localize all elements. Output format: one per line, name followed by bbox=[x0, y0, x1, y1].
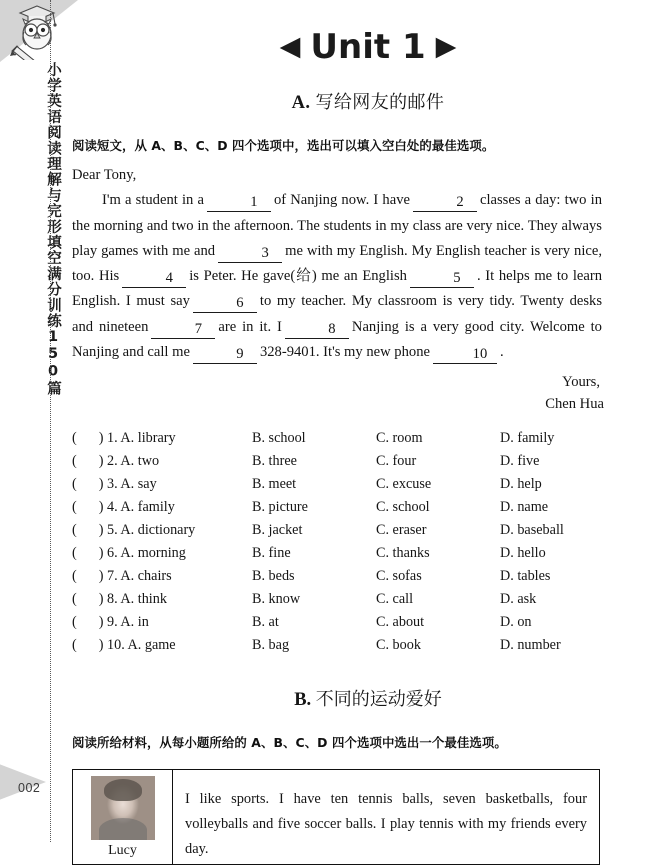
section-a-directions: 阅读短文，从 A、B、C、D 四个选项中，选出可以填入空白处的最佳选项。 bbox=[72, 138, 495, 153]
blank-1[interactable]: 1 bbox=[207, 194, 271, 212]
blank-4[interactable]: 4 bbox=[122, 270, 186, 288]
passage-text-2: of Nanjing now. I have bbox=[273, 192, 410, 209]
owl-graduate-icon bbox=[8, 2, 66, 60]
option-c-cell[interactable]: C. excuse bbox=[376, 476, 432, 493]
right-triangle-icon: ▶ bbox=[435, 31, 457, 62]
bracket-close: ) bbox=[98, 545, 104, 562]
option-c-cell[interactable]: C. school bbox=[376, 499, 430, 516]
option-d-cell[interactable]: D. on bbox=[500, 614, 532, 631]
section-a-title-cn: 写给网友的邮件 bbox=[315, 92, 445, 113]
bracket-open: ( bbox=[72, 499, 77, 516]
option-a-text: A. library bbox=[120, 430, 176, 447]
bracket-open: ( bbox=[72, 522, 77, 539]
option-d-cell[interactable]: D. number bbox=[500, 637, 561, 654]
blank-7[interactable]: 7 bbox=[151, 321, 215, 339]
option-d-cell[interactable]: D. tables bbox=[500, 568, 551, 585]
option-a-text: A. in bbox=[120, 614, 149, 631]
option-a-text: A. think bbox=[120, 591, 167, 608]
blank-8[interactable]: 8 bbox=[285, 321, 349, 339]
option-c-cell[interactable]: C. book bbox=[376, 637, 421, 654]
answer-bracket[interactable] bbox=[72, 522, 103, 538]
option-b-cell[interactable]: B. bag bbox=[252, 637, 290, 654]
answer-bracket[interactable] bbox=[72, 637, 103, 653]
option-a-cell[interactable] bbox=[72, 588, 252, 611]
question-row bbox=[72, 542, 606, 565]
cloze-passage bbox=[72, 163, 602, 365]
option-c-cell[interactable]: C. sofas bbox=[376, 568, 422, 585]
bracket-open: ( bbox=[72, 614, 77, 631]
option-a-text: A. two bbox=[120, 453, 160, 470]
question-row bbox=[72, 519, 606, 542]
blank-3[interactable]: 3 bbox=[218, 245, 282, 263]
bracket-close: ) bbox=[98, 614, 104, 631]
passage-text-7: to my teacher. My classroom is very tidy. Twenty desks and nineteen bbox=[72, 293, 602, 335]
question-row bbox=[72, 634, 606, 657]
blank-9[interactable]: 9 bbox=[193, 346, 257, 364]
option-c-cell[interactable]: C. call bbox=[376, 591, 414, 608]
option-a-text: A. say bbox=[120, 476, 157, 493]
question-options-list bbox=[72, 427, 606, 657]
passage-text-5: is Peter. He gave(给) me an English bbox=[189, 268, 407, 285]
page-number: 002 bbox=[18, 781, 41, 795]
option-a-cell[interactable] bbox=[72, 473, 252, 496]
question-row bbox=[72, 473, 606, 496]
option-a-cell[interactable] bbox=[72, 634, 252, 657]
option-a-text: A. dictionary bbox=[120, 522, 196, 539]
question-row bbox=[72, 565, 606, 588]
passage-salutation: Dear Tony, bbox=[72, 167, 137, 183]
section-b-directions: 阅读所给材料，从每小题所给的 A、B、C、D 四个选项中选出一个最佳选项。 bbox=[72, 735, 507, 751]
section-a-title bbox=[68, 88, 668, 114]
person-description-cell: I like sports. I have ten tennis balls, seven basketballs, four volleyballs and five soccer balls. I play tennis with my friends every day. bbox=[185, 791, 587, 858]
section-b-title bbox=[68, 685, 668, 711]
option-b-cell[interactable]: B. picture bbox=[252, 499, 308, 516]
option-a-cell[interactable] bbox=[72, 565, 252, 588]
person-photo-cell bbox=[73, 770, 173, 864]
page-content bbox=[68, 0, 668, 859]
passage-text-4: me with my English. My English teacher is very nice, too. His bbox=[72, 242, 602, 285]
option-a-cell[interactable] bbox=[72, 542, 252, 565]
bracket-open: ( bbox=[72, 453, 77, 470]
option-b-cell[interactable]: B. jacket bbox=[252, 522, 303, 539]
blank-6[interactable]: 6 bbox=[193, 295, 257, 313]
option-d-cell[interactable]: D. hello bbox=[500, 545, 546, 562]
option-b-cell[interactable]: B. know bbox=[252, 591, 301, 608]
answer-bracket[interactable] bbox=[72, 591, 103, 607]
question-number: 4. bbox=[107, 499, 118, 516]
bracket-close: ) bbox=[98, 453, 104, 470]
passage-text-3: classes a day: two in the morning and two in the afternoon. The students in my class are very nice. They always play games with me and bbox=[72, 192, 602, 259]
answer-bracket[interactable] bbox=[72, 430, 103, 446]
option-a-cell[interactable] bbox=[72, 611, 252, 634]
answer-bracket[interactable] bbox=[72, 476, 103, 492]
left-triangle-icon: ◀ bbox=[279, 31, 301, 62]
unit-header bbox=[68, 27, 668, 67]
question-number: 1. bbox=[107, 430, 118, 447]
option-a-text: A. game bbox=[127, 637, 176, 654]
option-b-cell[interactable]: B. beds bbox=[252, 568, 295, 585]
option-c-cell[interactable]: C. thanks bbox=[376, 545, 430, 562]
bracket-open: ( bbox=[72, 476, 77, 493]
bracket-close: ) bbox=[98, 430, 104, 447]
left-margin-rail bbox=[0, 0, 68, 842]
answer-bracket[interactable] bbox=[72, 545, 103, 561]
answer-bracket[interactable] bbox=[72, 453, 103, 469]
option-d-cell[interactable]: D. help bbox=[500, 476, 542, 493]
answer-bracket[interactable] bbox=[72, 568, 103, 584]
answer-bracket[interactable] bbox=[72, 499, 103, 515]
option-d-cell[interactable]: D. baseball bbox=[500, 522, 564, 539]
question-number: 2. bbox=[107, 453, 118, 470]
bracket-open: ( bbox=[72, 430, 77, 447]
option-c-cell[interactable]: C. room bbox=[376, 430, 423, 447]
bracket-open: ( bbox=[72, 568, 77, 585]
option-b-cell[interactable]: B. three bbox=[252, 453, 297, 470]
option-b-cell[interactable]: B. at bbox=[252, 614, 279, 631]
option-a-cell[interactable] bbox=[72, 496, 252, 519]
portrait-photo bbox=[91, 776, 155, 840]
letter-signature: Chen Hua bbox=[545, 396, 604, 413]
option-a-text: A. morning bbox=[120, 545, 186, 562]
blank-10[interactable]: 10 bbox=[433, 346, 497, 364]
question-row bbox=[72, 496, 606, 519]
question-number: 10. bbox=[107, 637, 125, 654]
option-a-text: A. family bbox=[120, 499, 175, 516]
option-a-cell[interactable] bbox=[72, 427, 252, 450]
answer-bracket[interactable] bbox=[72, 614, 103, 630]
option-c-cell[interactable]: C. about bbox=[376, 614, 425, 631]
book-series-title: 小学英语阅读理解与完形填空满分训练150篇 bbox=[45, 62, 61, 397]
question-number: 6. bbox=[107, 545, 118, 562]
margin-dotted-rule bbox=[50, 0, 51, 842]
passage-text-6: . It helps me to learn English. I must say bbox=[72, 268, 603, 310]
bracket-close: ) bbox=[98, 522, 104, 539]
bracket-open: ( bbox=[72, 545, 77, 562]
passage-body bbox=[72, 188, 602, 365]
option-b-cell[interactable]: B. school bbox=[252, 430, 306, 447]
letter-closing: Yours, bbox=[562, 374, 600, 391]
person-name: Lucy bbox=[108, 843, 137, 859]
option-d-cell[interactable]: D. ask bbox=[500, 591, 537, 608]
option-d-cell[interactable]: D. family bbox=[500, 430, 555, 447]
option-d-cell[interactable]: D. name bbox=[500, 499, 549, 516]
passage-text-10: 328-9401. It's my new phone bbox=[259, 344, 430, 361]
passage-text-8: are in it. I bbox=[218, 318, 282, 335]
question-number: 7. bbox=[107, 568, 118, 585]
bracket-open: ( bbox=[72, 637, 77, 654]
option-c-cell[interactable]: C. four bbox=[376, 453, 417, 470]
question-row bbox=[72, 427, 606, 450]
section-b-title-cn: 不同的运动爱好 bbox=[315, 689, 442, 711]
question-number: 9. bbox=[107, 614, 118, 631]
question-row bbox=[72, 450, 606, 473]
passage-text-9: Nanjing is a very good city. Welcome to Nanjing and call me bbox=[72, 318, 602, 361]
passage-text-11: . bbox=[499, 344, 504, 361]
bracket-close: ) bbox=[98, 568, 104, 585]
option-b-cell[interactable]: B. meet bbox=[252, 476, 297, 493]
option-d-cell[interactable]: D. five bbox=[500, 453, 540, 470]
section-b-label: B. bbox=[294, 690, 312, 711]
bracket-close: ) bbox=[98, 499, 104, 516]
question-number: 8. bbox=[107, 591, 118, 608]
option-a-cell[interactable] bbox=[72, 519, 252, 542]
option-b-cell[interactable]: B. fine bbox=[252, 545, 291, 562]
passage-text-1: I'm a student in a bbox=[102, 192, 204, 209]
option-c-cell[interactable]: C. eraser bbox=[376, 522, 427, 539]
question-row bbox=[72, 588, 606, 611]
option-a-text: A. chairs bbox=[120, 568, 172, 585]
letter-signoff bbox=[72, 371, 606, 415]
question-number: 5. bbox=[107, 522, 118, 539]
bracket-close: ) bbox=[98, 476, 104, 493]
question-row bbox=[72, 611, 606, 634]
option-a-cell[interactable] bbox=[72, 450, 252, 473]
question-number: 3. bbox=[107, 476, 118, 493]
blank-5[interactable]: 5 bbox=[410, 270, 474, 288]
reading-material-table bbox=[72, 769, 600, 865]
section-a-label: A. bbox=[291, 93, 311, 113]
unit-title: Unit 1 bbox=[310, 27, 426, 67]
bracket-close: ) bbox=[98, 591, 104, 608]
bracket-open: ( bbox=[72, 591, 77, 608]
blank-2[interactable]: 2 bbox=[413, 194, 477, 212]
bracket-close: ) bbox=[98, 637, 104, 654]
